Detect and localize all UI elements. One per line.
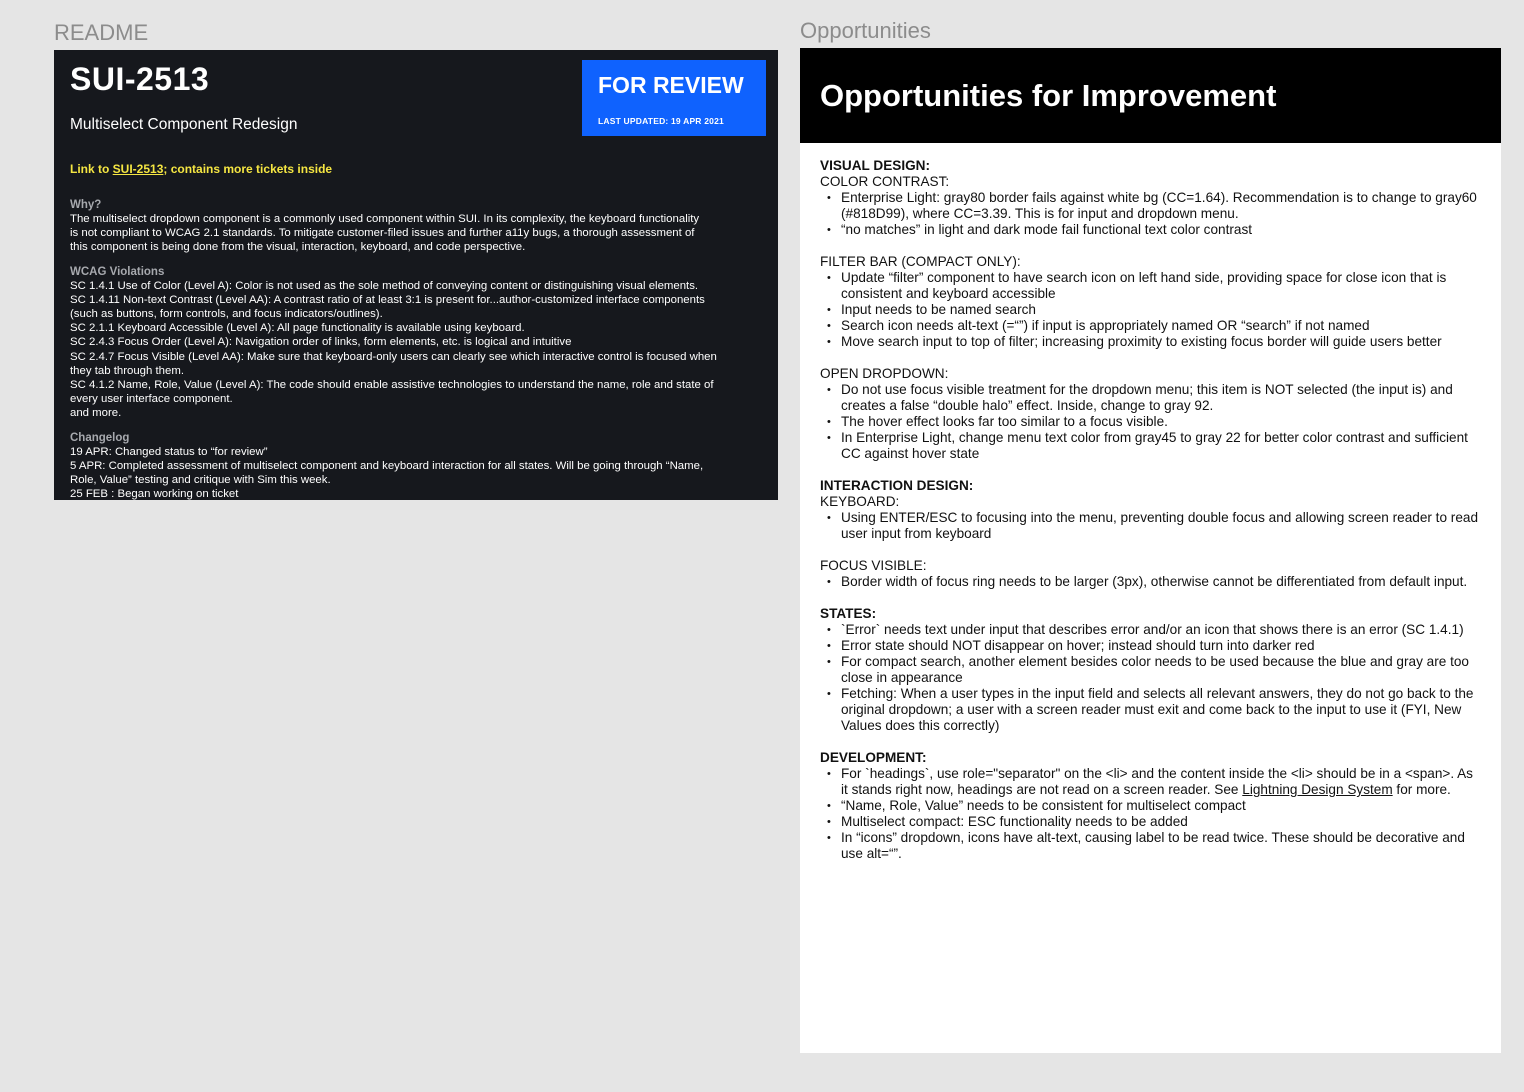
why-line: this component is being done from the visual, interaction, keyboard, and code perspective.	[70, 241, 526, 254]
last-updated-label: LAST UPDATED: 19 APR 2021	[598, 116, 724, 126]
keyboard-heading: KEYBOARD:	[820, 494, 900, 509]
list-item: • Border width of focus ring needs to be larger (3px), otherwise cannot be differentiated from default input.	[841, 574, 1481, 590]
list-item: • Enterprise Light: gray80 border fails against white bg (CC=1.64). Recommendation is to change to gray60 (#818D99), where CC=3.39. This is for input and dropdown menu.	[841, 190, 1481, 222]
link-suffix: ; contains more tickets inside	[163, 162, 333, 176]
list-item: • In Enterprise Light, change menu text color from gray45 to gray 22 for better color contrast and sufficient CC against hover state	[841, 430, 1481, 462]
opportunities-title: Opportunities for Improvement	[820, 78, 1277, 113]
ticket-link[interactable]: SUI-2513	[112, 162, 164, 176]
wcag-line: SC 2.4.7 Focus Visible (Level AA): Make sure that keyboard-only users can clearly see which interactive control is focused when	[70, 350, 717, 363]
color-contrast-list	[820, 190, 1481, 238]
states-heading: STATES:	[820, 606, 877, 621]
wcag-line: SC 1.4.1 Use of Color (Level A): Color is not used as the sole method of conveying content or distinguishing visual elements.	[70, 279, 699, 292]
visual-design-heading: VISUAL DESIGN:	[820, 158, 931, 173]
development-heading: DEVELOPMENT:	[820, 750, 927, 765]
changelog-line: 25 FEB : Began working on ticket	[70, 488, 239, 501]
color-contrast-heading: COLOR CONTRAST:	[820, 174, 950, 189]
open-dropdown-heading: OPEN DROPDOWN:	[820, 366, 949, 381]
opportunities-card	[800, 48, 1501, 1053]
why-text	[70, 212, 762, 255]
dev-item-text: for more.	[1392, 782, 1451, 797]
list-item: • Multiselect compact: ESC functionality needs to be added	[841, 814, 1481, 830]
opportunities-frame-label[interactable]: Opportunities	[800, 18, 931, 43]
wcag-line: every user interface component.	[70, 393, 233, 406]
list-item: • For compact search, another element besides color needs to be used because the blue and gray are too close in appearance	[841, 654, 1481, 686]
readme-card	[54, 50, 778, 500]
list-item: • `Error` needs text under input that describes error and/or an icon that shows there is an error (SC 1.4.1)	[841, 622, 1481, 638]
why-line: is not compliant to WCAG 2.1 standards. To mitigate customer-filed issues and further a11y bugs, a thorough assessment of	[70, 227, 695, 240]
list-item: • “no matches” in light and dark mode fail functional text color contrast	[841, 222, 1481, 238]
changelog-list	[70, 445, 762, 502]
wcag-line: they tab through them.	[70, 364, 184, 377]
why-heading: Why?	[70, 199, 102, 211]
wcag-line: (such as buttons, form controls, and focus indicators/outlines).	[70, 308, 383, 321]
changelog-line: 19 APR: Changed status to “for review”	[70, 445, 268, 458]
list-item: • Error state should NOT disappear on hover; instead should turn into darker red	[841, 638, 1481, 654]
development-list	[820, 766, 1481, 862]
status-label: FOR REVIEW	[598, 72, 744, 98]
list-item: • Search icon needs alt-text (=“”) if input is appropriately named OR “search” if not named	[841, 318, 1481, 334]
keyboard-list	[820, 510, 1481, 542]
link-prefix: Link to	[70, 162, 113, 176]
wcag-line: SC 4.1.2 Name, Role, Value (Level A): The code should enable assistive technologies to understand the name, role and state of	[70, 379, 714, 392]
list-item: • Move search input to top of filter; increasing proximity to existing focus border will guide users better	[841, 334, 1481, 350]
list-item: • Fetching: When a user types in the input field and selects all relevant answers, they do not go back to the original dropdown; a user with a screen reader must exit and come back to the input to use it (FYI, New Values does this correctly)	[841, 686, 1481, 734]
list-item: • Do not use focus visible treatment for the dropdown menu; this item is NOT selected (the input is) and creates a false “double halo” effect. Inside, change to gray 92.	[841, 382, 1481, 414]
wcag-heading: WCAG Violations	[70, 265, 165, 278]
wcag-line: SC 2.4.3 Focus Order (Level A): Navigation order of links, form elements, etc. is logical and intuitive	[70, 336, 572, 349]
lightning-design-system-link[interactable]: Lightning Design System	[1242, 782, 1393, 797]
list-item: • In “icons” dropdown, icons have alt-text, causing label to be read twice. These should be decorative and use alt=“”.	[841, 830, 1481, 862]
focus-visible-list	[820, 574, 1481, 590]
interaction-design-heading: INTERACTION DESIGN:	[820, 478, 974, 493]
wcag-line: and more.	[70, 407, 122, 420]
list-item: • “Name, Role, Value” needs to be consistent for multiselect compact	[841, 798, 1481, 814]
filter-bar-list	[820, 270, 1481, 350]
list-item: • Update “filter” component to have search icon on left hand side, providing space for close icon that is consistent and keyboard accessible	[841, 270, 1481, 302]
why-line: The multiselect dropdown component is a commonly used component within SUI. In its complexity, the keyboard functionality	[70, 213, 700, 225]
changelog-line: 5 APR: Completed assessment of multiselect component and keyboard interaction for all states. Will be going through “Name,	[70, 459, 704, 472]
ticket-link-line	[70, 162, 762, 176]
dev-item-text: For `headings`, use role="separator" on the <li> and the content inside the <li> should be in a <span>. As it stands right now, headings are not read on a screen reader. See	[841, 766, 1473, 797]
wcag-list	[70, 279, 762, 421]
list-item: • The hover effect looks far too similar to a focus visible.	[841, 414, 1481, 430]
ticket-title: SUI-2513	[70, 61, 210, 97]
changelog-line: Role, Value” testing and critique with Sim this week.	[70, 474, 331, 487]
list-item: • Using ENTER/ESC to focusing into the menu, preventing double focus and allowing screen reader to read user input from keyboard	[841, 510, 1481, 542]
states-list	[820, 622, 1481, 734]
status-badge	[582, 60, 766, 136]
list-item	[841, 766, 1481, 798]
focus-visible-heading: FOCUS VISIBLE:	[820, 558, 927, 573]
list-item: • Input needs to be named search	[841, 302, 1481, 318]
wcag-line: SC 1.4.11 Non-text Contrast (Level AA): A contrast ratio of at least 3:1 is present for...author-customized interface components	[70, 293, 705, 306]
opportunities-header	[800, 48, 1501, 143]
open-dropdown-list	[820, 382, 1481, 462]
filter-bar-heading: FILTER BAR (COMPACT ONLY):	[820, 254, 1021, 269]
changelog-heading: Changelog	[70, 431, 130, 444]
wcag-line: SC 2.1.1 Keyboard Accessible (Level A): All page functionality is available using keyboard.	[70, 322, 525, 335]
opportunities-body	[800, 143, 1501, 862]
ticket-subtitle: Multiselect Component Redesign	[70, 116, 298, 133]
readme-frame-label[interactable]: README	[54, 20, 149, 45]
